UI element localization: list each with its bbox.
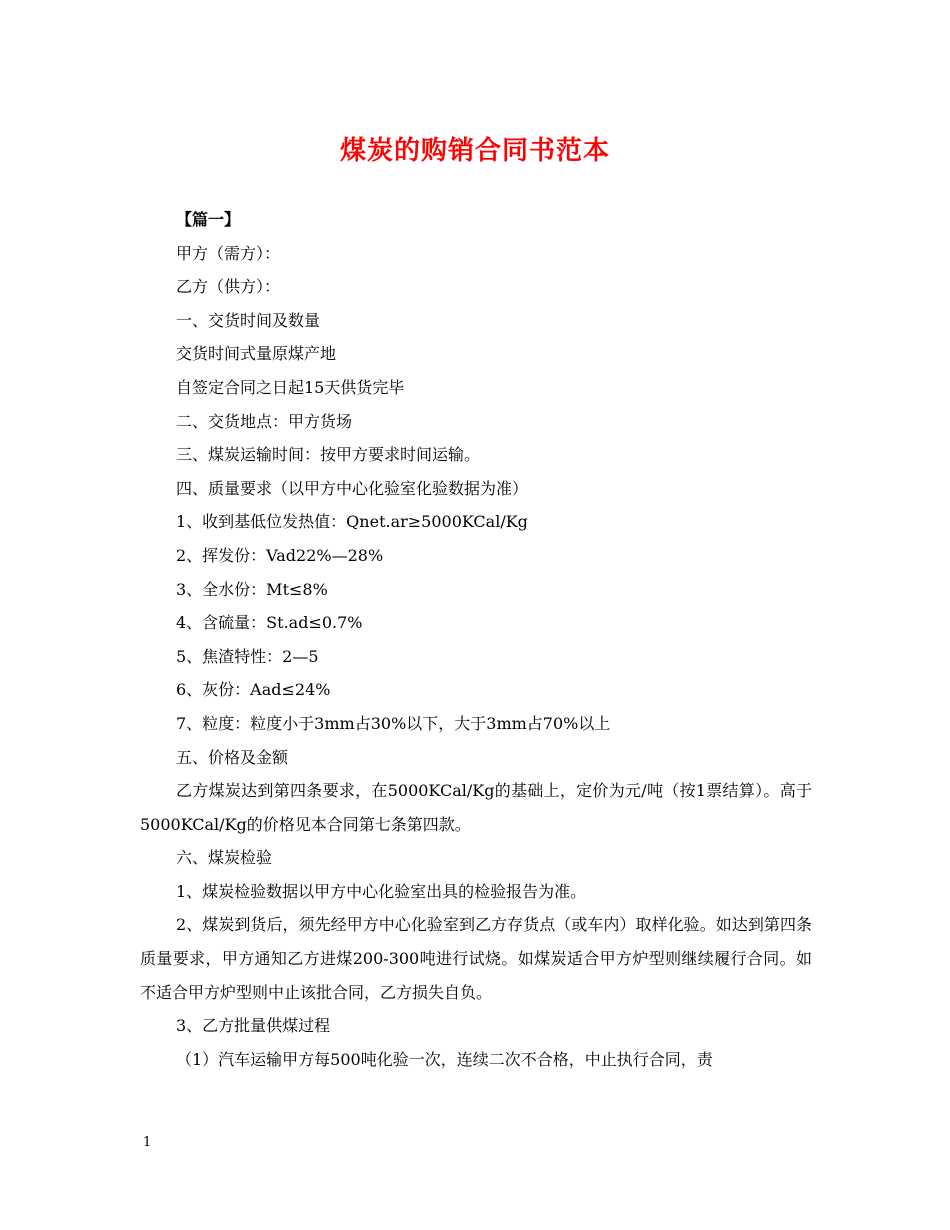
quality-item-2: 2、挥发份：Vad22%—28% [176,545,384,565]
party-b-line: 乙方（供方）： [176,277,281,297]
section-3-heading: 三、煤炭运输时间：按甲方要求时间运输。 [176,445,481,465]
delivery-columns-line: 交货时间式量原煤产地 [176,344,337,364]
quality-item-5: 5、焦渣特性：2—5 [176,646,319,666]
inspection-item-2-paragraph: 2、煤炭到货后，须先经甲方中心化验室到乙方存货点（或车内）取样化验。如达到第四条质量要求，甲方通知乙方进煤200-300吨进行试烧。如煤炭适合甲方炉型则继续履行合同。如不适合甲方炉型则中止该批合同，乙方损失自负。 [140,915,812,1002]
section-2-heading: 二、交货地点：甲方货场 [176,411,353,431]
party-a-line: 甲方（需方）： [176,243,281,263]
quality-item-4: 4、含硫量：St.ad≤0.7% [176,613,363,633]
quality-item-6: 6、灰份：Aad≤24% [176,680,331,700]
section-4-heading: 四、质量要求（以甲方中心化验室化验数据为准） [176,478,529,498]
inspection-item-1: 1、煤炭检验数据以甲方中心化验室出具的检验报告为准。 [176,881,587,901]
page-number: 1 [143,1135,152,1150]
quality-item-3: 3、全水份：Mt≤8% [176,579,328,599]
quality-item-1: 1、收到基低位发热值：Qnet.ar≥5000KCal/Kg [176,512,528,532]
section-6-heading: 六、煤炭检验 [176,848,273,868]
inspection-item-3: 3、乙方批量供煤过程 [176,1016,331,1036]
document-title: 煤炭的购销合同书范本 [339,136,610,166]
inspection-item-3-1-paragraph: （1）汽车运输甲方每500吨化验一次，连续二次不合格，中止执行合同，责 [176,1049,713,1069]
section-5-heading: 五、价格及金额 [176,747,289,767]
price-paragraph: 乙方煤炭达到第四条要求，在5000KCal/Kg的基础上，定价为元/吨（按1票结算）。高于5000KCal/Kg的价格见本合同第七条第四款。 [140,781,812,834]
document-body [140,203,820,1076]
quality-item-7: 7、粒度：粒度小于3mm占30%以下，大于3mm占70%以上 [176,713,611,733]
chapter-label: 【篇一】 [176,210,241,229]
delivery-period-line: 自签定合同之日起15天供货完毕 [176,377,405,397]
section-1-heading: 一、交货时间及数量 [176,310,321,330]
